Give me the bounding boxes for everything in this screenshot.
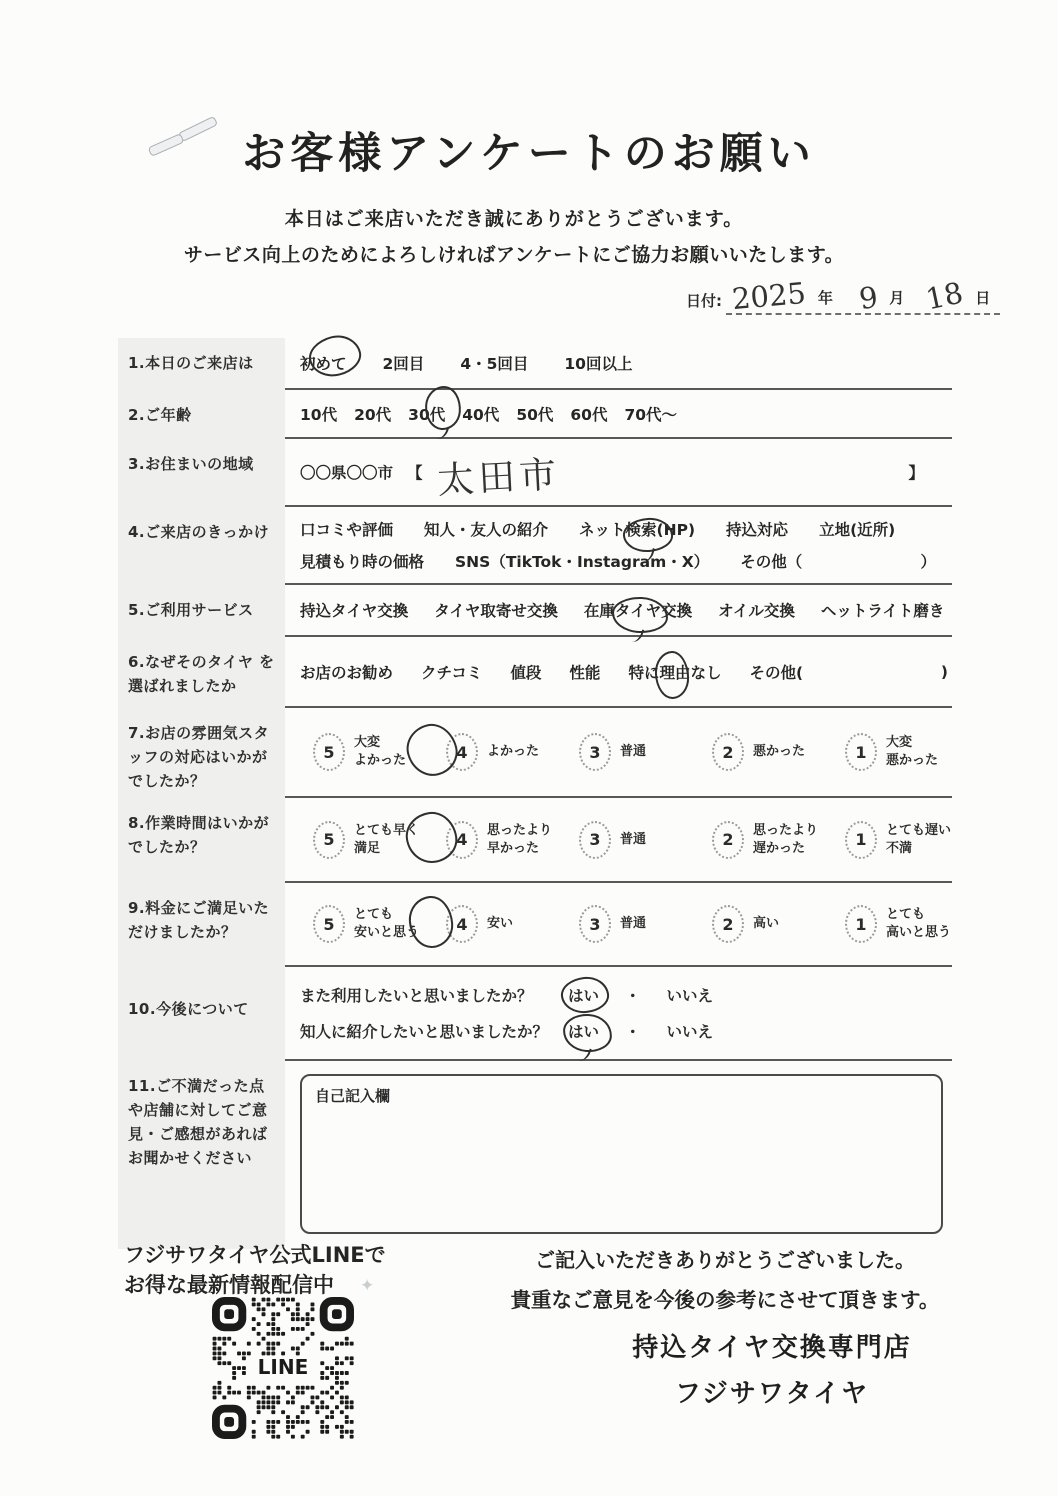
option-10plus-visits: 10回以上 <box>564 355 633 373</box>
region-handwritten-value: 太田市 <box>435 452 561 503</box>
option-age-50s: 50代 <box>516 405 554 424</box>
rating-label: 遅かった <box>753 840 806 856</box>
option-referral: 知人・友人の紹介 <box>424 521 549 539</box>
sparkle-icon: ✦ <box>360 1276 375 1296</box>
shop-signature <box>562 1326 982 1417</box>
region-prefix: 〇〇県〇〇市 <box>300 464 394 482</box>
rating-circle-4: 4 <box>446 905 478 943</box>
rating-item-3 <box>579 821 712 859</box>
question-11-label: 11.ご不満だった点や店舗に対してご意見・ご感想があればお聞かせください <box>118 1061 285 1249</box>
option-other-open: その他( <box>749 663 804 682</box>
handwritten-circle-mark <box>655 650 691 699</box>
option-reviews: 口コミや評価 <box>300 521 394 539</box>
greeting-line-2: サービス向上のためによろしければアンケートにご協力お願いいたします。 <box>183 244 845 266</box>
option-stock-tire-swap: 在庫タイヤ交換 <box>584 599 692 621</box>
option-age-70s: 70代〜 <box>624 405 678 424</box>
rating-item-1 <box>845 905 951 943</box>
bracket-open: 【 <box>407 464 423 482</box>
rating-circle-1: 1 <box>845 821 877 859</box>
rating-label: よかった <box>354 753 407 768</box>
rating-label: 高いと思う <box>886 925 952 940</box>
rating-circle-5: 5 <box>313 821 345 859</box>
date-year-handwritten: 2025 <box>730 275 808 317</box>
rating-circle-1: 1 <box>845 905 877 943</box>
rating-item-5 <box>313 905 446 943</box>
separator-dot: ・ <box>625 1023 641 1041</box>
rating-item-5 <box>313 733 446 771</box>
question-row-9 <box>118 883 952 967</box>
handwritten-circle-mark <box>562 1012 614 1053</box>
option-age-40s: 40代 <box>462 405 500 424</box>
rating-label: 早かった <box>487 840 540 856</box>
option-first-visit: 初めて <box>300 355 347 373</box>
q10-question-text: 知人に紹介したいと思いましたか？ <box>300 1023 549 1041</box>
option-price: 値段 <box>510 663 542 682</box>
option-sns: SNS（TikTok・Instagram・X） <box>455 553 710 571</box>
handwritten-circle-mark <box>622 516 674 553</box>
rating-circle-5: 5 <box>313 733 345 771</box>
rating-item-2 <box>712 821 845 859</box>
rating-circle-2: 2 <box>712 733 744 771</box>
option-other-close: ) <box>940 662 948 681</box>
shop-name: フジサワタイヤ <box>674 1378 870 1409</box>
q10-question-text: また利用したいと思いましたか？ <box>300 987 533 1005</box>
rating-label: とても <box>354 907 394 923</box>
thanks-line-2: 貴重なご意見を今後の参考にさせて頂きます。 <box>510 1288 940 1312</box>
question-row-5 <box>118 585 952 637</box>
rating-label: 悪かった <box>886 753 939 768</box>
rating-item-1 <box>845 821 951 859</box>
line-promo-text <box>124 1240 386 1301</box>
rating-circle-5: 5 <box>313 905 345 943</box>
rating-circle-3: 3 <box>579 733 611 771</box>
question-row-4 <box>118 507 952 585</box>
questionnaire <box>118 338 952 1249</box>
thanks-line-1: ご記入いただきありがとうございました。 <box>535 1248 915 1272</box>
page-title: お客様アンケートのお願い <box>242 129 816 179</box>
question-row-8 <box>118 798 952 883</box>
date-day-handwritten: 18 <box>923 275 967 317</box>
rating-label: 不満 <box>886 840 913 856</box>
option-other-open: その他（ <box>740 553 803 571</box>
question-7-label: 7.お店の雰囲気スタッフの対応はいかがでしたか？ <box>118 708 285 798</box>
greeting-line-1: 本日はご来店いただき誠にありがとうございます。 <box>284 208 744 230</box>
question-3-label: 3.お住まいの地域 <box>118 439 285 507</box>
rating-label: 普通 <box>620 831 647 847</box>
rating-item-3 <box>579 905 712 943</box>
option-age-10s: 10代 <box>300 405 338 424</box>
option-age-60s: 60代 <box>570 405 608 424</box>
question-2-label: 2.ご年齢 <box>118 390 285 439</box>
option-other-close: ） <box>920 553 936 571</box>
rating-label: 大変 <box>354 735 381 751</box>
rating-item-1 <box>845 733 938 771</box>
comment-box-label: 自己記入欄 <box>315 1087 391 1105</box>
date-month-unit: 月 <box>889 289 905 307</box>
question-row-1 <box>118 338 952 390</box>
rating-circle-1: 1 <box>845 733 877 771</box>
rating-circle-4: 4 <box>446 733 478 771</box>
rating-label: 思ったより <box>487 822 553 838</box>
question-1-label: 1.本日のご来店は <box>118 338 285 390</box>
option-no-reason: 特に理由なし <box>628 661 721 683</box>
question-5-label: 5.ご利用サービス <box>118 585 285 637</box>
question-10-label: 10.今後について <box>118 967 285 1061</box>
question-8-label: 8.作業時間はいかがでしたか？ <box>118 798 285 883</box>
rating-label: とても <box>886 907 926 923</box>
date-year-unit: 年 <box>817 289 833 307</box>
option-no: いいえ <box>666 987 714 1005</box>
date-month-handwritten: 9 <box>856 279 880 317</box>
rating-item-2 <box>712 733 845 771</box>
option-word-of-mouth: クチコミ <box>421 663 483 682</box>
rating-label: 満足 <box>354 840 381 856</box>
question-row-7 <box>118 708 952 798</box>
line-promo-line-1: フジサワタイヤ公式LINEで <box>124 1243 386 1267</box>
option-performance: 性能 <box>569 663 601 682</box>
line-qr-code <box>212 1297 354 1439</box>
rating-label: 普通 <box>620 744 647 760</box>
question-row-3 <box>118 439 952 507</box>
option-yes: はい <box>568 984 599 1006</box>
rating-label: とても遅い <box>886 822 952 838</box>
rating-item-4 <box>446 821 579 859</box>
rating-label: 安いと思う <box>354 925 420 940</box>
rating-label: とても早く <box>354 822 420 838</box>
option-second-visit: 2回目 <box>382 355 425 373</box>
option-headlight-polish: ヘットライト磨き <box>820 602 945 620</box>
shop-type: 持込タイヤ交換専門店 <box>632 1333 912 1363</box>
rating-circle-4: 4 <box>446 821 478 859</box>
option-yes: はい <box>568 1020 599 1042</box>
rating-label: 思ったより <box>753 822 819 838</box>
option-age-20s: 20代 <box>354 405 392 424</box>
option-age-30s: 30代 <box>408 405 446 424</box>
qr-center-label: LINE <box>257 1354 309 1379</box>
free-comment-box <box>300 1074 943 1234</box>
option-web-search: ネット検索(HP) <box>579 518 695 540</box>
date-row <box>686 275 1000 317</box>
rating-label: 悪かった <box>753 744 806 760</box>
rating-item-5 <box>313 821 446 859</box>
rating-label: 高い <box>753 916 780 932</box>
date-field <box>726 275 1000 317</box>
q10-line-reuse <box>300 984 952 1006</box>
line-promo-line-2: お得な最新情報配信中 <box>124 1273 334 1298</box>
option-4-5-visits: 4・5回目 <box>460 355 529 373</box>
rating-label: 安い <box>487 916 514 932</box>
question-4-label: 4.ご来店のきっかけ <box>118 507 285 585</box>
date-day-unit: 日 <box>975 289 991 307</box>
question-row-10 <box>118 967 952 1061</box>
rating-item-3 <box>579 733 712 771</box>
rating-label: 普通 <box>620 916 647 932</box>
option-bring-in-tire-swap: 持込タイヤ交換 <box>300 602 409 620</box>
question-6-label: 6.なぜそのタイヤ を選ばれましたか <box>118 637 285 708</box>
rating-circle-3: 3 <box>579 821 611 859</box>
rating-item-4 <box>446 733 579 771</box>
option-shop-recommend: お店のお勧め <box>300 663 394 682</box>
thanks-text <box>470 1240 980 1321</box>
handwritten-circle-mark <box>611 596 668 634</box>
separator-dot: ・ <box>625 987 641 1005</box>
bracket-close: 】 <box>908 464 924 482</box>
option-no: いいえ <box>666 1023 714 1041</box>
rating-circle-2: 2 <box>712 905 744 943</box>
option-oil-change: オイル交換 <box>718 602 795 620</box>
rating-item-4 <box>446 905 579 943</box>
rating-item-2 <box>712 905 845 943</box>
question-9-label: 9.料金にご満足いただけましたか？ <box>118 883 285 967</box>
date-label: 日付: <box>686 292 722 310</box>
option-bring-in-ok: 持込対応 <box>726 521 789 539</box>
rating-label: よかった <box>487 744 540 760</box>
option-quote-price: 見積もり時の価格 <box>300 553 425 571</box>
question-row-6 <box>118 637 952 708</box>
option-order-tire-swap: タイヤ取寄せ交換 <box>434 602 558 620</box>
question-row-2 <box>118 390 952 439</box>
question-row-11 <box>118 1061 952 1249</box>
q10-line-refer <box>300 1020 952 1042</box>
rating-circle-2: 2 <box>712 821 744 859</box>
rating-circle-3: 3 <box>579 905 611 943</box>
rating-label: 大変 <box>886 735 913 751</box>
option-location: 立地(近所) <box>819 521 896 539</box>
